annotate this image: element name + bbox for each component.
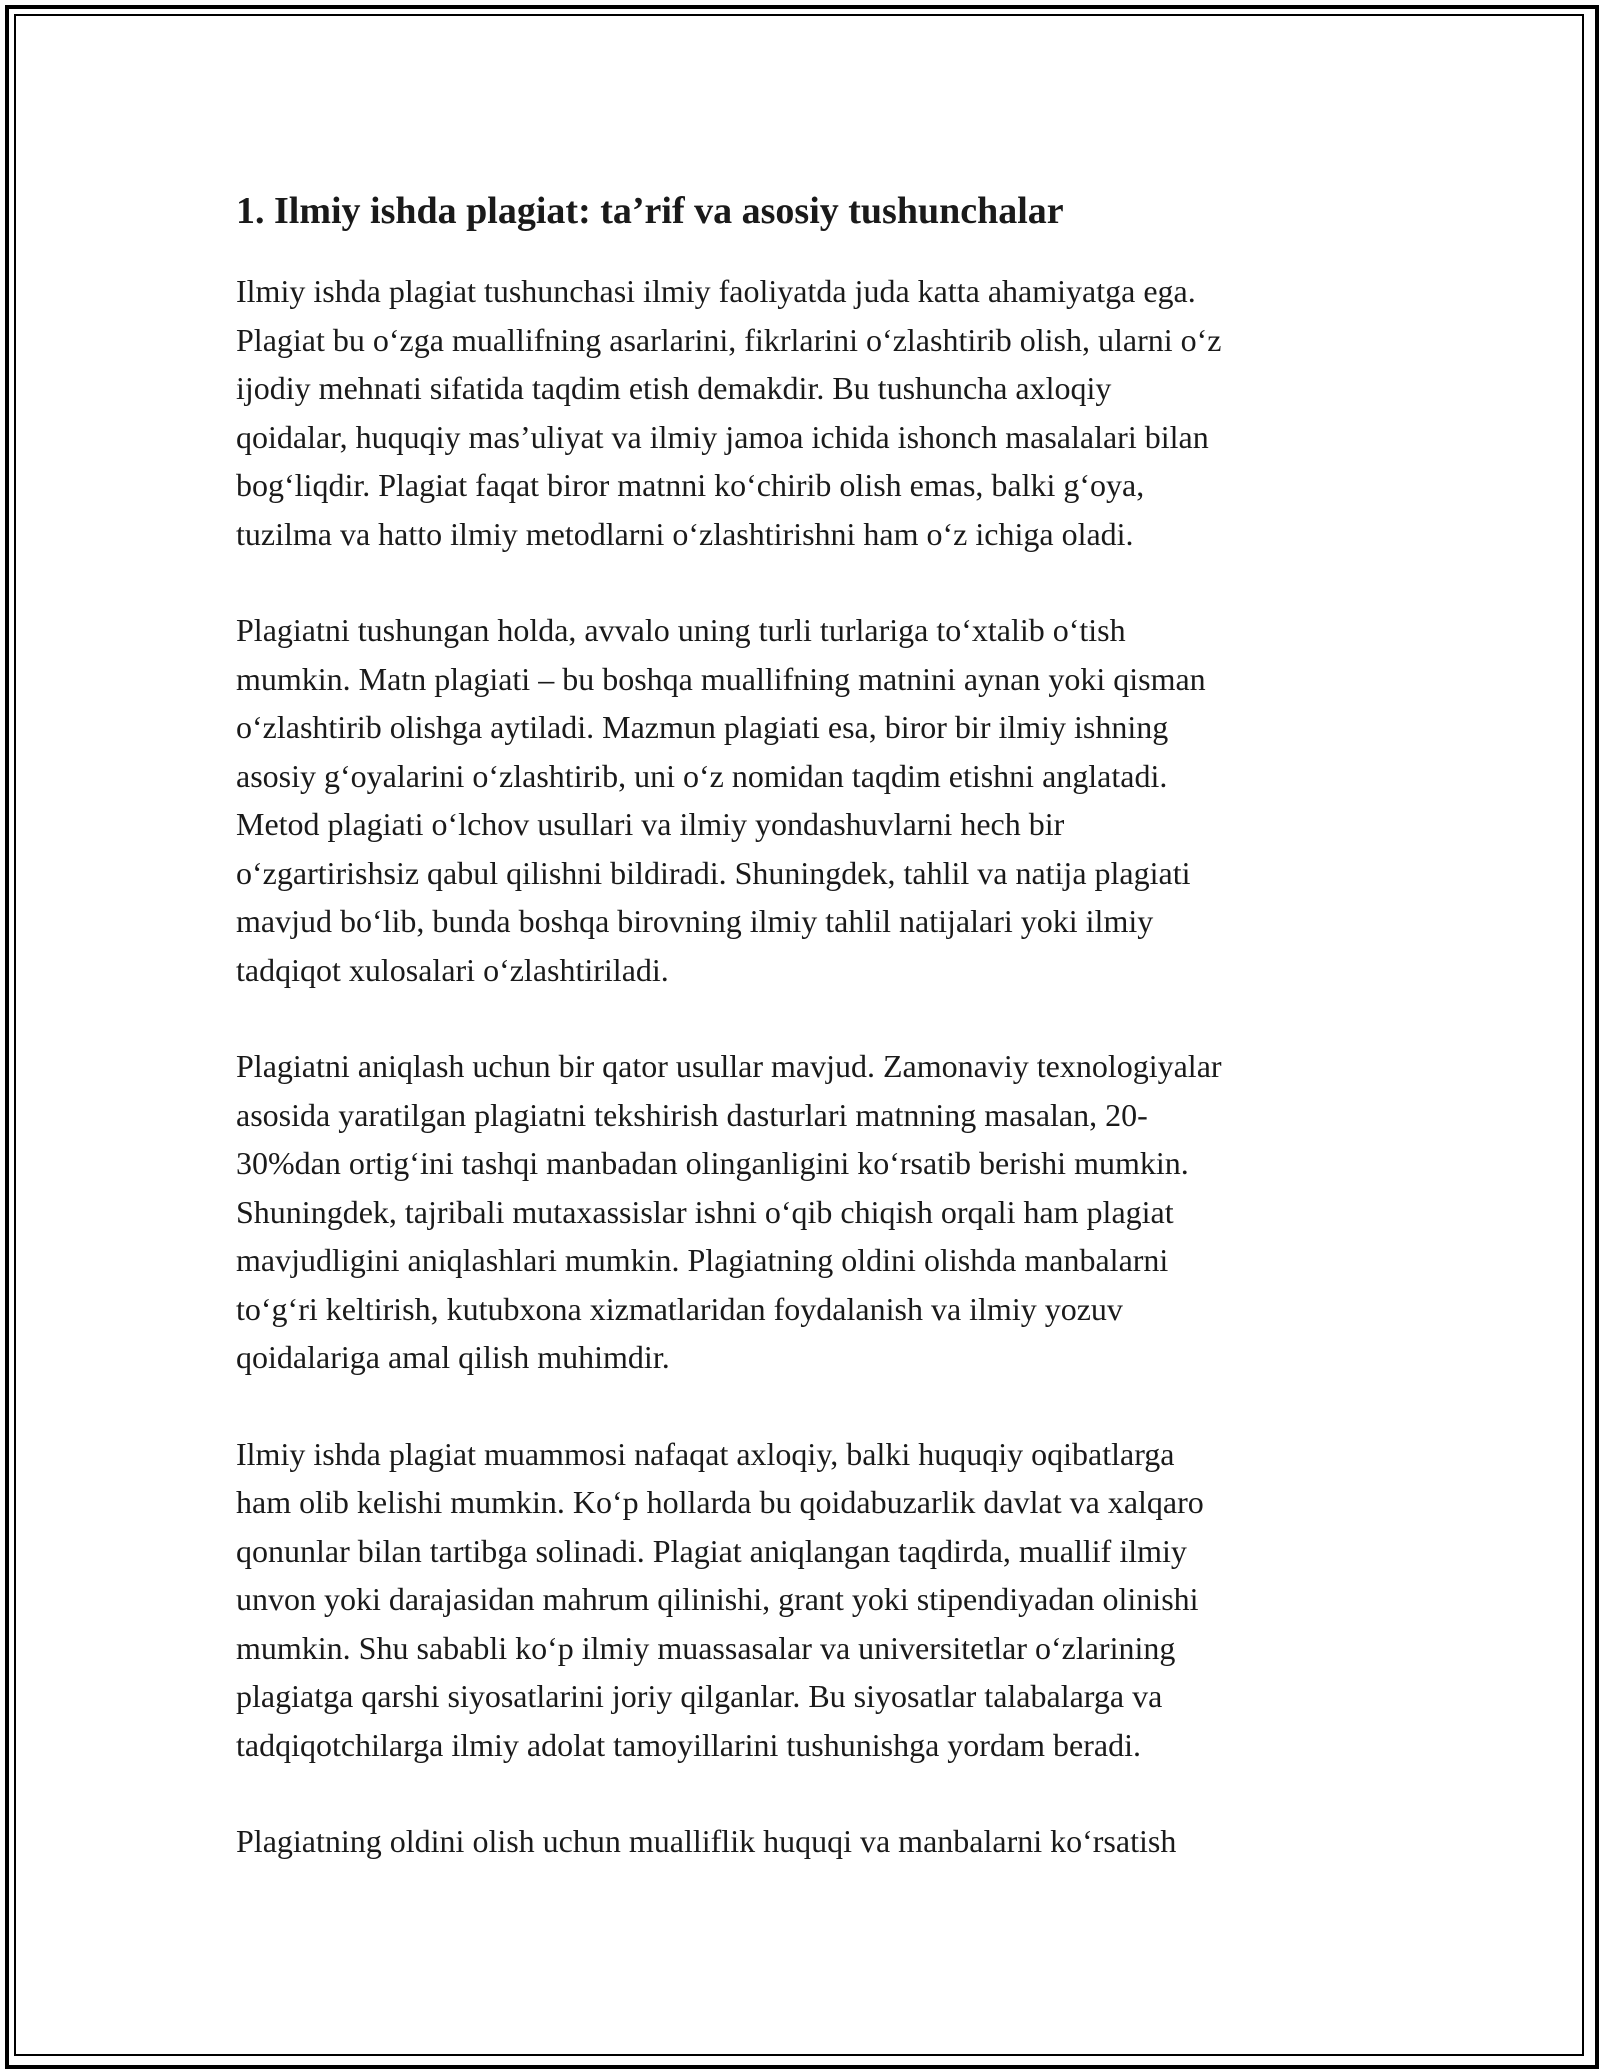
text-line: qonunlar bilan tartibga solinadi. Plagiat aniqlangan taqdirda, muallif ilmiy <box>236 1532 1187 1569</box>
text-line: qoidalar, huquqiy mas’uliyat va ilmiy jamoa ichida ishonch masalalari bilan <box>236 418 1209 455</box>
text-line: Plagiatni aniqlash uchun bir qator usullar mavjud. Zamonaviy texnologiyalar <box>236 1048 1222 1084</box>
paragraph-detection <box>236 1042 1376 1382</box>
text-line: ijodiy mehnati sifatida taqdim etish demakdir. Bu tushuncha axloqiy <box>236 370 1112 406</box>
text-line: to‘g‘ri keltirish, kutubxona xizmatlaridan foydalanish va ilmiy yozuv <box>236 1290 1123 1327</box>
document-body <box>236 185 1376 1914</box>
text-line: mavjudligini aniqlashlari mumkin. Plagiatning oldini olishda manbalarni <box>236 1242 1169 1278</box>
text-line: Plagiatning oldini olish uchun mualliflik huquqi va manbalarni ko‘rsatish <box>236 1823 1177 1859</box>
text-line: Shuningdek, tajribali mutaxassislar ishni o‘qib chiqish orqali ham plagiat <box>236 1193 1174 1230</box>
text-line: tadqiqot xulosalari o‘zlashtiriladi. <box>236 951 669 988</box>
text-line: unvon yoki darajasidan mahrum qilinishi, grant yoki stipendiyadan olinishi <box>236 1581 1199 1617</box>
text-line: ham olib kelishi mumkin. Ko‘p hollarda bu qoidabuzarlik davlat va xalqaro <box>236 1484 1204 1520</box>
text-line: qoidalariga amal qilish muhimdir. <box>236 1339 670 1375</box>
text-line: o‘zgartirishsiz qabul qilishni bildiradi. Shuningdek, tahlil va natija plagiati <box>236 854 1191 891</box>
paragraph-consequences <box>236 1430 1376 1770</box>
section-heading: 1. Ilmiy ishda plagiat: ta’rif va asosiy tushunchalar <box>236 190 1064 232</box>
paragraph-types <box>236 606 1376 994</box>
text-line: mavjud bo‘lib, bunda boshqa birovning ilmiy tahlil natijalari yoki ilmiy <box>236 903 1154 939</box>
paragraph-prevention <box>236 1817 1376 1866</box>
text-line: Plagiatni tushungan holda, avvalo uning turli turlariga to‘xtalib o‘tish <box>236 612 1126 648</box>
text-line: Ilmiy ishda plagiat muammosi nafaqat axloqiy, balki huquqiy oqibatlarga <box>236 1435 1175 1472</box>
text-line: Plagiat bu o‘zga muallifning asarlarini, fikrlarini o‘zlashtirib olish, ularni o‘z <box>236 321 1222 358</box>
paragraph-definition <box>236 267 1376 558</box>
text-line: plagiatga qarshi siyosatlarini joriy qilganlar. Bu siyosatlar talabalarga va <box>236 1678 1163 1714</box>
text-line: asosiy g‘oyalarini o‘zlashtirib, uni o‘z nomidan taqdim etishni anglatadi. <box>236 757 1168 794</box>
text-line: asosida yaratilgan plagiatni tekshirish dasturlari matnning masalan, 20- <box>236 1096 1148 1133</box>
text-line: tadqiqotchilarga ilmiy adolat tamoyillarini tushunishga yordam beradi. <box>236 1726 1141 1763</box>
text-line: bog‘liqdir. Plagiat faqat biror matnni ko‘chirib olish emas, balki g‘oya, <box>236 467 1145 503</box>
text-line: Metod plagiati o‘lchov usullari va ilmiy yondashuvlarni hech bir <box>236 806 1065 842</box>
text-line: 30%dan ortig‘ini tashqi manbadan olinganligini ko‘rsatib berishi mumkin. <box>236 1145 1189 1181</box>
text-line: Ilmiy ishda plagiat tushunchasi ilmiy faoliyatda juda katta ahamiyatga ega. <box>236 273 1196 309</box>
text-line: tuzilma va hatto ilmiy metodlarni o‘zlashtirishni ham o‘z ichiga oladi. <box>236 515 1134 552</box>
text-line: o‘zlashtirib olishga aytiladi. Mazmun plagiati esa, biror bir ilmiy ishning <box>236 709 1169 745</box>
text-line: mumkin. Shu sababli ko‘p ilmiy muassasalar va universitetlar o‘zlarining <box>236 1629 1176 1666</box>
text-line: mumkin. Matn plagiati – bu boshqa muallifning matnini aynan yoki qisman <box>236 660 1206 697</box>
